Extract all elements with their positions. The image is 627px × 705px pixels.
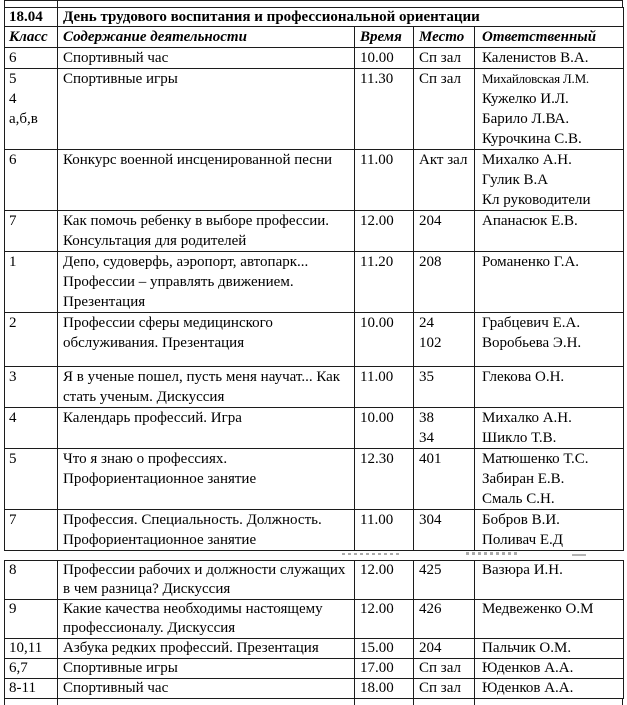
column-header-content: Содержание деятельности (58, 27, 355, 48)
scan-artifact (572, 554, 586, 556)
responsible-cell: Апанасюк Е.В. (475, 211, 624, 252)
table-row (5, 48, 624, 69)
content-cell: Профессия. Специальность. Должность. Профориентационное занятие (58, 510, 355, 551)
table-edge-line (354, 699, 355, 705)
class-cell: 8-11 (5, 679, 58, 699)
column-header-responsible: Ответственный (475, 27, 624, 48)
time-cell: 12.00 (355, 600, 414, 639)
time-cell: 11.00 (355, 367, 414, 408)
place-cell: 401 (414, 449, 475, 510)
table-row (5, 211, 624, 252)
time-cell: 10.00 (355, 313, 414, 367)
event-title: День трудового воспитания и профессиональной ориентации (58, 8, 624, 27)
table-row (5, 367, 624, 408)
time-cell: 12.00 (355, 211, 414, 252)
place-cell: Сп зал (414, 48, 475, 69)
place-cell: Акт зал (414, 150, 475, 211)
column-header-class: Класс (5, 27, 58, 48)
time-cell: 17.00 (355, 659, 414, 679)
place-cell: Сп зал (414, 69, 475, 150)
table-edge-line (413, 699, 414, 705)
content-cell: Спортивные игры (58, 69, 355, 150)
content-cell: Профессии рабочих и должности служащих в чем разница? Дискуссия (58, 561, 355, 600)
class-cell: 6 (5, 48, 58, 69)
content-cell: Что я знаю о профессиях. Профориентационное занятие (58, 449, 355, 510)
class-cell: 6 (5, 150, 58, 211)
scan-artifact (342, 553, 402, 555)
class-cell: 3 (5, 367, 58, 408)
table-row (5, 449, 624, 510)
title-row (5, 8, 624, 27)
time-cell: 11.00 (355, 510, 414, 551)
class-cell: 2 (5, 313, 58, 367)
class-cell: 5 4 а,б,в (5, 69, 58, 150)
class-cell: 8 (5, 561, 58, 600)
place-cell: 35 (414, 367, 475, 408)
column-header-place: Место (414, 27, 475, 48)
table-row (5, 659, 624, 679)
table-edge-line (474, 699, 475, 705)
responsible-cell: Глекова О.Н. (475, 367, 624, 408)
content-cell: Конкурс военной инсценированной песни (58, 150, 355, 211)
table-edge-line (622, 699, 623, 705)
table-edge-line (57, 699, 58, 705)
time-cell: 11.30 (355, 69, 414, 150)
responsible-cell: Бобров В.И. Поливач Е.Д (475, 510, 624, 551)
content-cell: Как помочь ребенку в выборе профессии. Консультация для родителей (58, 211, 355, 252)
time-cell: 10.00 (355, 408, 414, 449)
table-edge-line (4, 699, 5, 705)
content-cell: Азбука редких профессий. Презентация (58, 639, 355, 659)
class-cell: 10,11 (5, 639, 58, 659)
place-cell: 24 102 (414, 313, 475, 367)
table-row (5, 600, 624, 639)
responsible-cell: Пальчик О.М. (475, 639, 624, 659)
responsible-cell: Медвеженко О.М (475, 600, 624, 639)
content-cell: Спортивный час (58, 48, 355, 69)
time-cell: 11.20 (355, 252, 414, 313)
table-row (5, 313, 624, 367)
top-edge-line (4, 0, 623, 1)
content-cell: Календарь профессий. Игра (58, 408, 355, 449)
class-cell: 6,7 (5, 659, 58, 679)
time-cell: 12.00 (355, 561, 414, 600)
place-cell: 304 (414, 510, 475, 551)
responsible-cell: Грабцевич Е.А. Воробьева Э.Н. (475, 313, 624, 367)
class-cell: 7 (5, 211, 58, 252)
time-cell: 11.00 (355, 150, 414, 211)
time-cell: 10.00 (355, 48, 414, 69)
content-cell: Спортивные игры (58, 659, 355, 679)
table-row (5, 639, 624, 659)
table-row (5, 69, 624, 150)
place-cell: Сп зал (414, 659, 475, 679)
class-cell: 7 (5, 510, 58, 551)
table-row (5, 252, 624, 313)
table-row (5, 150, 624, 211)
responsible-cell: Михалко А.Н. Гулик В.А Кл руководители (475, 150, 624, 211)
content-cell: Спортивный час (58, 679, 355, 699)
responsible-cell: Михалко А.Н. Шикло Т.В. (475, 408, 624, 449)
schedule-table-main (4, 7, 624, 551)
place-cell: 208 (414, 252, 475, 313)
place-cell: 426 (414, 600, 475, 639)
responsible-cell: Вазюра И.Н. (475, 561, 624, 600)
content-cell: Профессии сферы медицинского обслуживания. Презентация (58, 313, 355, 367)
responsible-cell: Романенко Г.А. (475, 252, 624, 313)
column-header-row (5, 27, 624, 48)
scan-artifact (466, 552, 520, 555)
place-cell: 204 (414, 639, 475, 659)
class-cell: 4 (5, 408, 58, 449)
schedule-table-secondary (4, 560, 624, 699)
time-cell: 15.00 (355, 639, 414, 659)
responsible-cell: Михайловская Л.М. Кужелко И.Л. Барило Л.ВА. Курочкина С.В. (475, 69, 624, 150)
date-cell: 18.04 (5, 8, 58, 27)
class-cell: 5 (5, 449, 58, 510)
content-cell: Я в ученые пошел, пусть меня научат... Как стать ученым. Дискуссия (58, 367, 355, 408)
time-cell: 12.30 (355, 449, 414, 510)
time-cell: 18.00 (355, 679, 414, 699)
table-row (5, 679, 624, 699)
place-cell: 425 (414, 561, 475, 600)
responsible-cell: Юденков А.А. (475, 679, 624, 699)
content-cell: Депо, судоверфь, аэропорт, автопарк... Профессии – управлять движением. Презентация (58, 252, 355, 313)
class-cell: 1 (5, 252, 58, 313)
responsible-cell: Матюшенко Т.С. Забиран Е.В. Смаль С.Н. (475, 449, 624, 510)
table-row (5, 561, 624, 600)
responsible-cell: Каленистов В.А. (475, 48, 624, 69)
table-row (5, 510, 624, 551)
place-cell: 38 34 (414, 408, 475, 449)
column-header-time: Время (355, 27, 414, 48)
place-cell: Сп зал (414, 679, 475, 699)
table-row (5, 408, 624, 449)
place-cell: 204 (414, 211, 475, 252)
responsible-cell: Юденков А.А. (475, 659, 624, 679)
content-cell: Какие качества необходимы настоящему профессионалу. Дискуссия (58, 600, 355, 639)
class-cell: 9 (5, 600, 58, 639)
